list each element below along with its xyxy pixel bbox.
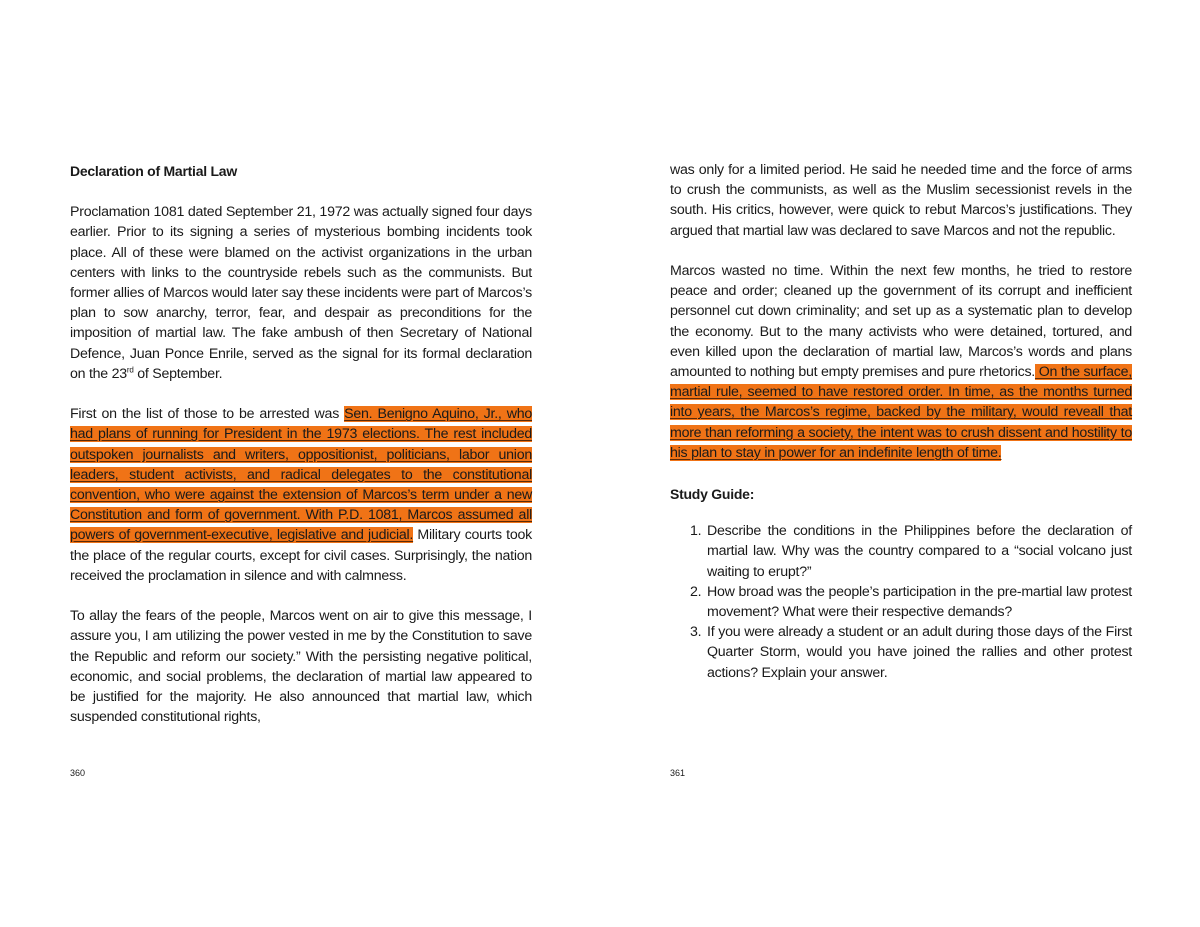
paragraph-arrests	[70, 404, 532, 586]
paragraph-proclamation-end: of September.	[133, 365, 223, 382]
paragraph-proclamation-text: Proclamation 1081 dated September 21, 1972 was actually signed four days earlier. Prior to its signing a series of mysterious bombing incidents took place. All of these were blamed on the activist organizations in the urban centers with links to the countryside rebels such as the communists. But former allies of Marcos would later say these incidents were part of Marcos’s plan to sow anarchy, terror, fear, and despair as preconditions for the imposition of martial law. The fake ambush of then Secretary of National Defence, Juan Ponce Enrile, served as the signal for its formal declaration on the 23	[70, 204, 532, 382]
ordinal-suffix: rd	[126, 365, 134, 375]
study-guide-heading: Study Guide:	[670, 486, 755, 503]
paragraph-arrests-end: Military courts took the place of the regular courts, except for civil cases. Surprisingly, the nation received the proclamation in silence and with calmness.	[70, 527, 532, 584]
paragraph-wasted-no-time-start: Marcos wasted no time. Within the next few months, he tried to restore peace and order; cleaned up the government of its corrupt and inefficient personnel cut down criminality; and set up as a systematic plan to develop the economy. But to the many activists who were detained, tortured, and even killed upon the declaration of martial law, Marcos’s words and plans amounted to nothing but empty premises and pure rhetorics.	[670, 263, 1132, 381]
paragraph-allay-fears: To allay the fears of the people, Marcos went on air to give this message, I assure you, I am utilizing the power vested in me by the Constitution to save the Republic and reform our society.” With the persisting negative political, economic, and social problems, the declaration of martial law appeared to be justified for the majority. He also announced that martial law, which suspended constitutional rights,	[70, 608, 532, 726]
left-page	[70, 160, 532, 727]
paragraph-proclamation	[70, 202, 532, 384]
paragraph-limited-period: was only for a limited period. He said he needed time and the force of arms to crush the communists, as well as the Muslim secessionist revels in the south. His critics, however, were quick to rebut Marcos’s justifications. They argued that martial law was declared to save Marcos and not the republic.	[670, 162, 1132, 239]
page-number-right: 361	[670, 768, 686, 778]
highlighted-text-martial-rule[interactable]: On the surface, martial rule, seemed to have restored order. In time, as the months turned into years, the Marcos’s regime, backed by the military, would reveall that more than reforming a society, the intent was to crush dissent and hostility to his plan to stay in power for an indefinite length of time.	[670, 364, 1132, 461]
highlighted-text-arrests[interactable]: Sen. Benigno Aquino, Jr., who had plans of running for President in the 1973 elections. The rest included outspoken journalists and writers, oppositionist, politicians, labor union leaders, student activists, and radical delegates to the constitutional convention, who were against the extension of Marcos’s term under a new Constitution and form of government. With P.D. 1081, Marcos assumed all powers of government-executive, legislative and judicial.	[70, 406, 532, 544]
page-number-left: 360	[70, 768, 86, 778]
study-question-2: 2. How broad was the people’s participation in the pre-martial law protest movement? What were their respective demands?	[705, 582, 1132, 622]
paragraph-wasted-no-time	[670, 261, 1132, 463]
paragraph-arrests-start: First on the list of those to be arrested was	[70, 406, 345, 423]
section-heading-martial-law: Declaration of Martial Law	[70, 163, 237, 179]
study-guide-questions	[670, 521, 1132, 683]
right-page	[670, 160, 1132, 683]
study-question-3: 3. If you were already a student or an adult during those days of the First Quarter Storm, would you have joined the rallies and other protest actions? Explain your answer.	[705, 622, 1132, 683]
study-question-1: 1. Describe the conditions in the Philippines before the declaration of martial law. Why was the country compared to a “social volcano just waiting to erupt?”	[705, 521, 1132, 582]
